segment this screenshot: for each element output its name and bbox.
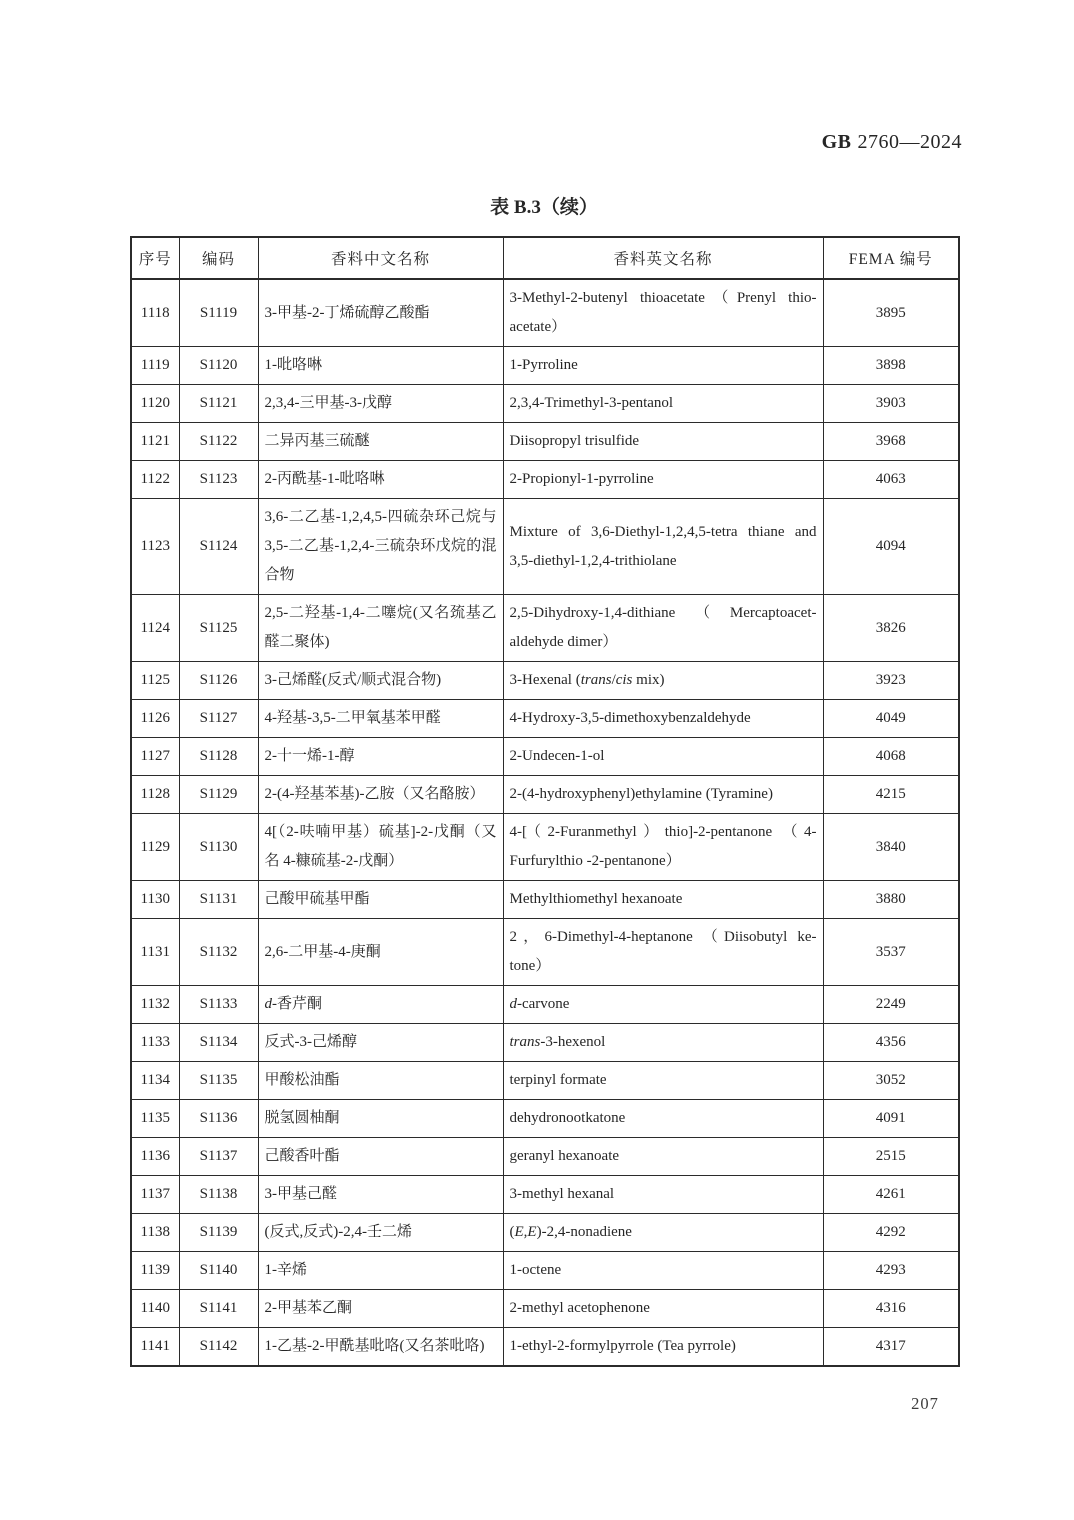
table-row [131,881,959,919]
doc-number-prefix: GB [821,131,852,153]
cell-english-name: 4-[（2-Furanmethyl）thio]-2-pentanone （4-Furfurylthio -2-pentanone） [503,814,823,881]
cell-english-name: 2-methyl acetophenone [503,1290,823,1328]
table-row [131,1252,959,1290]
table-row [131,814,959,881]
cell-english-name: dehydronootkatone [503,1100,823,1138]
cell-fema: 3880 [823,881,959,919]
cell-serial: 1127 [131,738,179,776]
cell-english-name: (E,E)-2,4-nonadiene [503,1214,823,1252]
cell-serial: 1136 [131,1138,179,1176]
cell-chinese-name: 3,6-二乙基-1,2,4,5-四硫杂环己烷与 3,5-二乙基-1,2,4-三硫杂环戊烷的混合物 [258,499,503,595]
table-row [131,1100,959,1138]
cell-fema: 4091 [823,1100,959,1138]
cell-serial: 1123 [131,499,179,595]
cell-code: S1137 [179,1138,258,1176]
table-row [131,1328,959,1367]
cell-fema: 4215 [823,776,959,814]
col-header-chinese-name: 香料中文名称 [258,237,503,279]
table-row [131,1290,959,1328]
cell-english-name: 2,5-Dihydroxy-1,4-dithiane（Mercaptoacet-aldehyde dimer） [503,595,823,662]
cell-english-name: Diisopropyl trisulfide [503,423,823,461]
cell-serial: 1135 [131,1100,179,1138]
cell-chinese-name: 1-吡咯啉 [258,347,503,385]
cell-fema: 3052 [823,1062,959,1100]
table-row [131,1024,959,1062]
cell-fema: 2515 [823,1138,959,1176]
table-body [131,279,959,1366]
table-title: 表 B.3（续） [490,197,598,218]
cell-code: S1134 [179,1024,258,1062]
cell-chinese-name: 2,5-二羟基-1,4-二噻烷(又名巯基乙醛二聚体) [258,595,503,662]
cell-fema: 2249 [823,986,959,1024]
cell-fema: 4356 [823,1024,959,1062]
cell-english-name: 2,3,4-Trimethyl-3-pentanol [503,385,823,423]
cell-fema: 3968 [823,423,959,461]
cell-chinese-name: 1-辛烯 [258,1252,503,1290]
cell-code: S1133 [179,986,258,1024]
table-row [131,738,959,776]
table-row [131,499,959,595]
cell-fema: 3895 [823,279,959,347]
cell-fema: 3537 [823,919,959,986]
table-row [131,986,959,1024]
cell-serial: 1139 [131,1252,179,1290]
cell-chinese-name: 甲酸松油酯 [258,1062,503,1100]
cell-fema: 4094 [823,499,959,595]
cell-english-name: 2-Undecen-1-ol [503,738,823,776]
table-row [131,423,959,461]
cell-english-name: 4-Hydroxy-3,5-dimethoxybenzaldehyde [503,700,823,738]
table-row [131,595,959,662]
cell-english-name: 3-Hexenal (trans/cis mix) [503,662,823,700]
table-row [131,1214,959,1252]
cell-chinese-name: 2,6-二甲基-4-庚酮 [258,919,503,986]
cell-code: S1124 [179,499,258,595]
cell-fema: 4292 [823,1214,959,1252]
cell-fema: 3840 [823,814,959,881]
cell-serial: 1118 [131,279,179,347]
cell-code: S1135 [179,1062,258,1100]
cell-code: S1136 [179,1100,258,1138]
cell-fema: 4049 [823,700,959,738]
table-row [131,1062,959,1100]
cell-serial: 1134 [131,1062,179,1100]
cell-chinese-name: 2-十一烯-1-醇 [258,738,503,776]
cell-english-name: d-carvone [503,986,823,1024]
cell-serial: 1130 [131,881,179,919]
cell-fema: 4068 [823,738,959,776]
cell-code: S1140 [179,1252,258,1290]
col-header-code: 编码 [179,237,258,279]
cell-code: S1119 [179,279,258,347]
cell-chinese-name: 己酸香叶酯 [258,1138,503,1176]
cell-chinese-name: 3-己烯醛(反式/顺式混合物) [258,662,503,700]
cell-code: S1131 [179,881,258,919]
cell-code: S1123 [179,461,258,499]
table-row [131,662,959,700]
table-row [131,1138,959,1176]
cell-serial: 1131 [131,919,179,986]
cell-chinese-name: 2-丙酰基-1-吡咯啉 [258,461,503,499]
cell-serial: 1141 [131,1328,179,1367]
table-row [131,700,959,738]
cell-chinese-name: 脱氢圆柚酮 [258,1100,503,1138]
table-row [131,347,959,385]
cell-serial: 1122 [131,461,179,499]
cell-fema: 3826 [823,595,959,662]
cell-english-name: 1-ethyl-2-formylpyrrole (Tea pyrrole) [503,1328,823,1367]
cell-serial: 1124 [131,595,179,662]
cell-serial: 1132 [131,986,179,1024]
cell-english-name: geranyl hexanoate [503,1138,823,1176]
cell-code: S1125 [179,595,258,662]
cell-serial: 1126 [131,700,179,738]
cell-fema: 4316 [823,1290,959,1328]
cell-chinese-name: 3-甲基己醛 [258,1176,503,1214]
cell-serial: 1129 [131,814,179,881]
flavor-table [130,236,960,1367]
cell-code: S1141 [179,1290,258,1328]
cell-fema: 4063 [823,461,959,499]
cell-chinese-name: 4[（2-呋喃甲基）硫基]-2-戊酮（又名 4-糠硫基-2-戊酮） [258,814,503,881]
page-number: 207 [911,1394,939,1413]
cell-chinese-name: 2,3,4-三甲基-3-戊醇 [258,385,503,423]
cell-chinese-name: 反式-3-己烯醇 [258,1024,503,1062]
cell-code: S1142 [179,1328,258,1367]
cell-chinese-name: 1-乙基-2-甲酰基吡咯(又名茶吡咯) [258,1328,503,1367]
cell-chinese-name: 4-羟基-3,5-二甲氧基苯甲醛 [258,700,503,738]
cell-english-name: Mixture of 3,6-Diethyl-1,2,4,5-tetra thiane and 3,5-diethyl-1,2,4-trithiolane [503,499,823,595]
cell-fema: 4261 [823,1176,959,1214]
table-row [131,919,959,986]
table-row [131,461,959,499]
cell-chinese-name: 3-甲基-2-丁烯硫醇乙酸酯 [258,279,503,347]
cell-serial: 1120 [131,385,179,423]
table-row [131,385,959,423]
cell-fema: 4293 [823,1252,959,1290]
cell-fema: 3923 [823,662,959,700]
cell-code: S1130 [179,814,258,881]
cell-chinese-name: 2-(4-羟基苯基)-乙胺（又名酪胺） [258,776,503,814]
cell-serial: 1140 [131,1290,179,1328]
cell-english-name: 1-octene [503,1252,823,1290]
cell-serial: 1138 [131,1214,179,1252]
cell-english-name: 2，6-Dimethyl-4-heptanone （Diisobutyl ke-tone） [503,919,823,986]
cell-serial: 1119 [131,347,179,385]
table-row [131,279,959,347]
cell-fema: 4317 [823,1328,959,1367]
cell-chinese-name: 2-甲基苯乙酮 [258,1290,503,1328]
cell-fema: 3898 [823,347,959,385]
cell-code: S1122 [179,423,258,461]
header-row [131,237,959,279]
cell-english-name: 3-methyl hexanal [503,1176,823,1214]
cell-serial: 1125 [131,662,179,700]
cell-code: S1126 [179,662,258,700]
cell-english-name: trans-3-hexenol [503,1024,823,1062]
col-header-fema: FEMA 编号 [823,237,959,279]
doc-number [822,131,962,154]
col-header-english-name: 香料英文名称 [503,237,823,279]
doc-number-rest: 2760—2024 [857,131,962,153]
cell-english-name: 3-Methyl-2-butenyl thioacetate（Prenyl thio-acetate） [503,279,823,347]
cell-serial: 1137 [131,1176,179,1214]
cell-serial: 1133 [131,1024,179,1062]
cell-code: S1121 [179,385,258,423]
cell-chinese-name: 己酸甲硫基甲酯 [258,881,503,919]
cell-fema: 3903 [823,385,959,423]
cell-code: S1138 [179,1176,258,1214]
cell-english-name: Methylthiomethyl hexanoate [503,881,823,919]
cell-english-name: terpinyl formate [503,1062,823,1100]
cell-serial: 1128 [131,776,179,814]
cell-code: S1139 [179,1214,258,1252]
cell-serial: 1121 [131,423,179,461]
cell-chinese-name: (反式,反式)-2,4-壬二烯 [258,1214,503,1252]
cell-chinese-name: d-香芹酮 [258,986,503,1024]
cell-code: S1120 [179,347,258,385]
table-row [131,1176,959,1214]
table-row [131,776,959,814]
cell-code: S1128 [179,738,258,776]
cell-code: S1132 [179,919,258,986]
cell-english-name: 2-(4-hydroxyphenyl)ethylamine (Tyramine) [503,776,823,814]
cell-code: S1129 [179,776,258,814]
cell-english-name: 1-Pyrroline [503,347,823,385]
cell-code: S1127 [179,700,258,738]
cell-english-name: 2-Propionyl-1-pyrroline [503,461,823,499]
col-header-serial: 序号 [131,237,179,279]
cell-chinese-name: 二异丙基三硫醚 [258,423,503,461]
